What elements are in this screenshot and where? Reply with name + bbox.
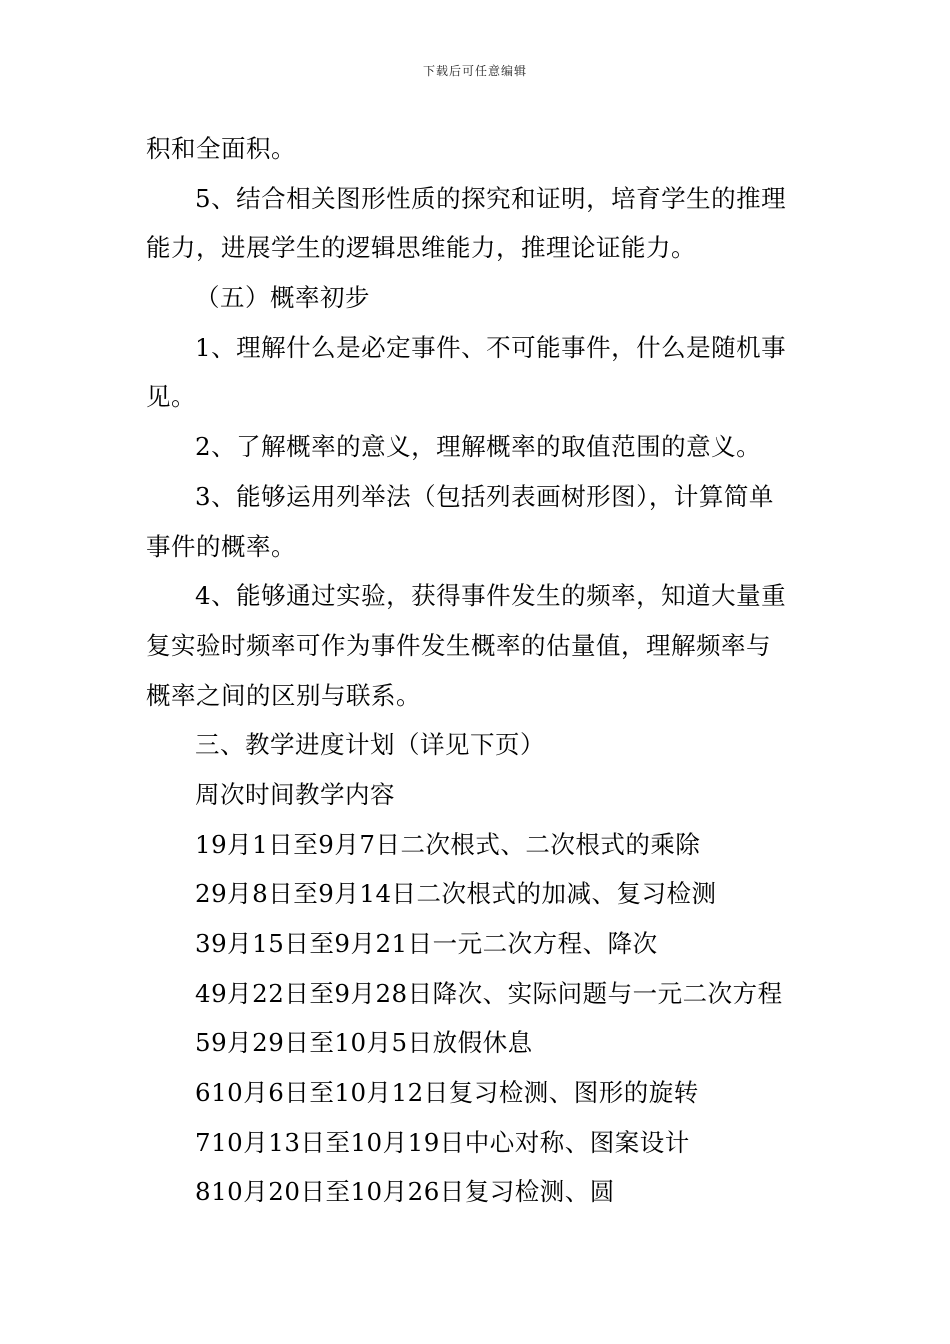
schedule-line: 19月1日至9月7日二次根式、二次根式的乘除: [195, 829, 701, 859]
paragraph-line: 4、能够通过实验，获得事件发生的频率，知道大量重: [195, 581, 787, 611]
document-body: [146, 124, 808, 1217]
paragraph-line: 复实验时频率可作为事件发生概率的估量值，理解频率与: [146, 630, 771, 660]
schedule-line: 710月13日至10月19日中心对称、图案设计: [195, 1127, 690, 1157]
schedule-line: 49月22日至9月28日降次、实际问题与一元二次方程: [195, 978, 783, 1008]
paragraph-line: 1、理解什么是必定事件、不可能事件，什么是随机事: [195, 332, 787, 362]
schedule-line: 29月8日至9月14日二次根式的加减、复习检测: [195, 879, 717, 909]
schedule-line: 59月29日至10月5日放假休息: [195, 1028, 533, 1058]
paragraph-line: 事件的概率。: [146, 531, 296, 561]
paragraph-line: 5、结合相关图形性质的探究和证明，培育学生的推理: [195, 183, 787, 213]
paragraph-line: 能力，进展学生的逻辑思维能力，推理论证能力。: [146, 233, 696, 263]
paragraph-line: 概率之间的区别与联系。: [146, 680, 421, 710]
section-heading: （五）概率初步: [195, 283, 370, 313]
schedule-line: 39月15日至9月21日一元二次方程、降次: [195, 929, 658, 958]
schedule-line: 610月6日至10月12日复习检测、图形的旋转: [195, 1078, 699, 1108]
paragraph-line: 积和全面积。: [146, 134, 296, 163]
schedule-line: 810月20日至10月26日复习检测、圆: [195, 1177, 615, 1207]
paragraph-line: 3、能够运用列举法（包括列表画树形图），计算简单: [195, 481, 774, 511]
paragraph-line: 2、了解概率的意义，理解概率的取值范围的意义。: [195, 432, 762, 462]
schedule-header-line: 周次时间教学内容: [195, 779, 395, 809]
section-heading: 三、教学进度计划（详见下页）: [195, 730, 545, 760]
page-header: 下载后可任意编辑: [422, 64, 527, 78]
paragraph-line: 见。: [146, 382, 196, 412]
